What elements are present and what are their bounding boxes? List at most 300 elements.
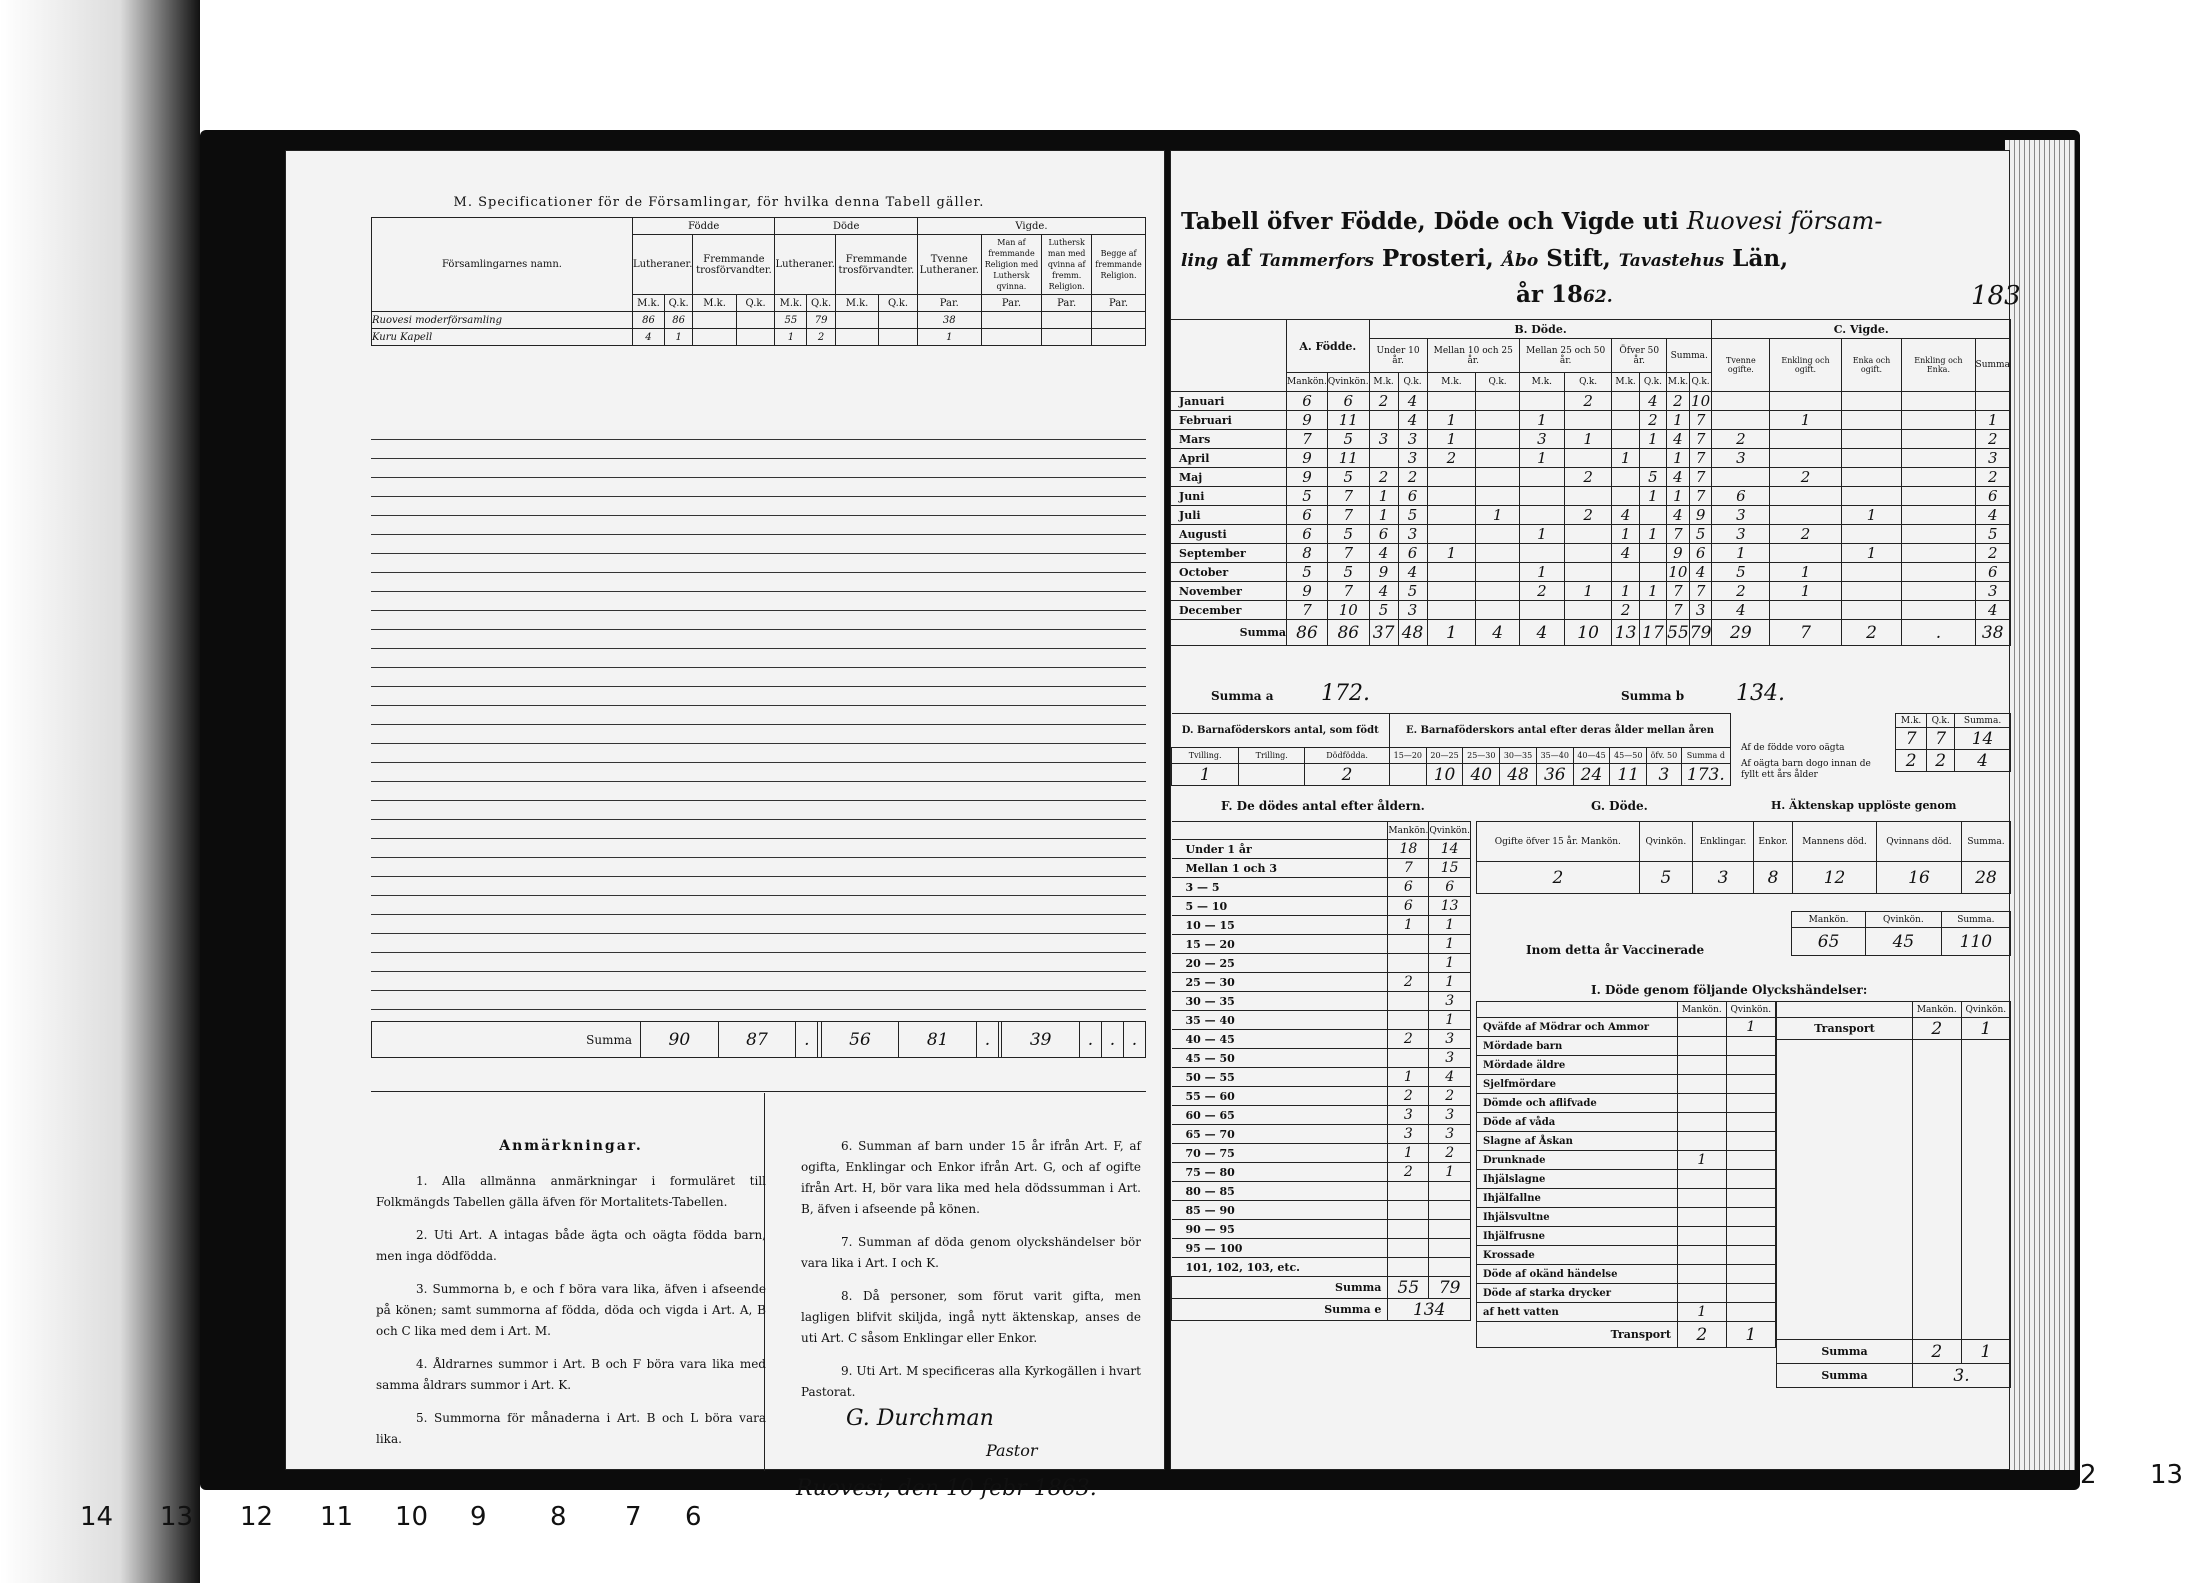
month-name: November	[1171, 582, 1287, 601]
cell	[1427, 601, 1476, 620]
cell: 1	[1612, 525, 1639, 544]
section-de	[1171, 713, 1731, 786]
cell	[1726, 1056, 1775, 1075]
cell: 1	[1841, 544, 1902, 563]
d-header: Dödfödda.	[1305, 748, 1390, 764]
f-h: Mankön.	[1388, 822, 1429, 840]
h-qk: Q.k.	[1398, 373, 1427, 392]
cell: 3	[1398, 449, 1427, 468]
right-title-line2	[1181, 245, 1788, 272]
age-label: 15 — 20	[1172, 935, 1388, 954]
cell	[1770, 487, 1841, 506]
note: 8. Då personer, som förut varit gifta, men lagligen blifvit skiljda, ingå nytt äktenskap, anses de uti Art. C såsom Enklingar eller Enkor.	[801, 1289, 1141, 1345]
cell	[1726, 1094, 1775, 1113]
table-row	[1171, 582, 2011, 601]
f-summa-label: Summa	[1172, 1277, 1388, 1299]
i-summa-q: 1	[1961, 1340, 2010, 1364]
g-h: Enklingar.	[1693, 822, 1754, 862]
e-header: 20—25	[1426, 748, 1463, 764]
table-row	[1477, 1227, 1776, 1246]
cell: 4	[1667, 506, 1690, 525]
table-row	[1477, 1303, 1776, 1322]
table-row	[1171, 392, 2011, 411]
age-label: 35 — 40	[1172, 1011, 1388, 1030]
cell: 87	[718, 1022, 796, 1058]
table-row	[1171, 601, 2011, 620]
cell: 6	[1327, 392, 1369, 411]
page-number: 183	[1971, 281, 2021, 311]
cell: 1	[1612, 449, 1639, 468]
col-mk: M.k.	[633, 295, 665, 312]
col-mk: M.k.	[693, 295, 736, 312]
cell	[1427, 392, 1476, 411]
cell: 7	[1327, 506, 1369, 525]
cell	[736, 312, 775, 329]
cell	[1612, 468, 1639, 487]
year-line	[1516, 281, 1613, 308]
table-row	[1477, 1094, 1776, 1113]
cell: 1	[1429, 935, 1471, 954]
table-row	[1171, 525, 2011, 544]
cell	[1770, 544, 1841, 563]
vacc-h: Summa.	[1941, 912, 2010, 928]
signature-place: Ruovesi, den 10 febr 1863.	[796, 1476, 1097, 1501]
g-v: 2	[1477, 862, 1640, 894]
cell: 5	[1398, 582, 1427, 601]
parish-name: Kuru Kapell	[372, 329, 633, 346]
parish-handwritten-2: ling	[1181, 251, 1219, 271]
cell: 1	[1770, 563, 1841, 582]
cell: 1	[1388, 1144, 1429, 1163]
age-label: 3 — 5	[1172, 878, 1388, 897]
table-row	[1477, 1151, 1776, 1170]
cell	[1639, 563, 1666, 582]
cell	[1902, 449, 1975, 468]
age-label: Under 1 år	[1172, 840, 1388, 859]
heading-enka: Enka och ogift.	[1841, 339, 1902, 392]
vacc-table	[1791, 911, 2011, 956]
cell: 18	[1388, 840, 1429, 859]
cell: 6	[1398, 544, 1427, 563]
cell	[1369, 449, 1398, 468]
month-name: Januari	[1171, 392, 1287, 411]
left-summa-row	[371, 1021, 1146, 1058]
accident-label: Döde af okänd händelse	[1477, 1265, 1678, 1284]
table-row	[1172, 1125, 1471, 1144]
cell: 7	[1689, 449, 1712, 468]
cell: 1	[1667, 411, 1690, 430]
cell	[1476, 392, 1520, 411]
cell: 38	[1975, 620, 2011, 646]
note: 9. Uti Art. M specificeras alla Kyrkogällen i hvart Pastorat.	[801, 1364, 1141, 1399]
g-v: 3	[1693, 862, 1754, 894]
age-label: 20 — 25	[1172, 954, 1388, 973]
age-label: 95 — 100	[1172, 1239, 1388, 1258]
age-label: 5 — 10	[1172, 897, 1388, 916]
cell: 2	[1975, 430, 2011, 449]
cell	[1388, 992, 1429, 1011]
cell: 1	[1612, 582, 1639, 601]
notes-right	[801, 1136, 1141, 1415]
cell: 2	[1388, 1163, 1429, 1182]
cell	[1612, 411, 1639, 430]
notes-left	[376, 1136, 766, 1462]
cell	[1388, 1220, 1429, 1239]
cell: 3	[1519, 430, 1564, 449]
cell	[1726, 1151, 1775, 1170]
h-qk: Q.k.	[1689, 373, 1712, 392]
accident-label: Sjelfmördare	[1477, 1075, 1678, 1094]
accident-label: af hett vatten	[1477, 1303, 1678, 1322]
summa-a-label: Summa a	[1211, 689, 1274, 703]
transport-m: 2	[1678, 1322, 1727, 1348]
heading-qvinkon: Qvinkön.	[1327, 373, 1369, 392]
table-row	[1477, 1284, 1776, 1303]
col-mk: M.k.	[835, 295, 878, 312]
e-value: 173.	[1681, 764, 1730, 786]
stift-handwritten: Åbo	[1501, 251, 1539, 271]
cell: 2	[1612, 601, 1639, 620]
cell	[693, 312, 736, 329]
cell	[1476, 582, 1520, 601]
cell: 55	[775, 312, 807, 329]
cell	[1564, 601, 1612, 620]
e-header: 45—50	[1610, 748, 1647, 764]
transport-label-top: Transport	[1777, 1018, 1913, 1040]
cell	[1678, 1037, 1727, 1056]
cell: 39	[1002, 1022, 1080, 1058]
cell	[1770, 430, 1841, 449]
ruler-mark: 10	[395, 1502, 429, 1532]
vacc-h: Mankön.	[1792, 912, 1866, 928]
cell: 7	[1327, 582, 1369, 601]
notes-title: Anmärkningar.	[499, 1138, 643, 1154]
page-edges	[2005, 140, 2075, 1470]
cell: 8	[1287, 544, 1328, 563]
cell: 15	[1429, 859, 1471, 878]
table-row	[1172, 1239, 1471, 1258]
cell: 7	[1689, 582, 1712, 601]
heading-b: B. Döde.	[1369, 320, 1712, 339]
year-label: år 18	[1516, 281, 1584, 308]
cell: 3	[1398, 525, 1427, 544]
cell	[1427, 468, 1476, 487]
month-name: Februari	[1171, 411, 1287, 430]
cell: 4	[633, 329, 665, 346]
note: 4. Åldrarnes summor i Art. B och F böra vara lika med samma åldrars summor i Art. K.	[376, 1357, 766, 1392]
d-header: Tvilling.	[1172, 748, 1239, 764]
cell: 9	[1689, 506, 1712, 525]
cell: 6	[1689, 544, 1712, 563]
month-name: Augusti	[1171, 525, 1287, 544]
cell: 1	[1476, 506, 1520, 525]
cell	[1519, 468, 1564, 487]
heading-m25: Mellan 25 och 50 år.	[1519, 339, 1612, 373]
transport-top-m: 2	[1913, 1018, 1962, 1040]
ruler-mark: 13	[2150, 1460, 2184, 1490]
cell	[1726, 1132, 1775, 1151]
e-header: 40—45	[1573, 748, 1610, 764]
g-v: 5	[1639, 862, 1692, 894]
e-header: 25—30	[1463, 748, 1500, 764]
cell: 4	[1667, 430, 1690, 449]
cell	[1678, 1094, 1727, 1113]
ruler-mark: 7	[625, 1502, 642, 1532]
cell: 2	[1770, 468, 1841, 487]
cell: 2	[1429, 1087, 1471, 1106]
cell: 7	[1689, 468, 1712, 487]
cell	[1841, 582, 1902, 601]
cell: .	[1123, 1022, 1145, 1058]
cell	[1902, 487, 1975, 506]
cell	[1902, 601, 1975, 620]
table-row	[1172, 859, 1471, 878]
cell: 5	[1639, 468, 1666, 487]
table-row	[1172, 1106, 1471, 1125]
col-qk: Q.k.	[736, 295, 775, 312]
summa-b-label: Summa b	[1621, 689, 1685, 703]
cell: 86	[664, 312, 693, 329]
g-h: Ogifte öfver 15 år. Mankön.	[1477, 822, 1640, 862]
table-row	[1172, 840, 1471, 859]
cell	[835, 329, 878, 346]
cell: 4	[1639, 392, 1666, 411]
cell: 1	[1519, 563, 1564, 582]
heading-m10: Mellan 10 och 25 år.	[1427, 339, 1519, 373]
cell: 5	[1327, 430, 1369, 449]
e-header: 15—20	[1389, 748, 1426, 764]
age-label: 55 — 60	[1172, 1087, 1388, 1106]
oagta-text-1: Af de födde voro oägta	[1741, 743, 1845, 753]
col-qk: Q.k.	[664, 295, 693, 312]
cell: 3	[1398, 601, 1427, 620]
cell: 1	[1667, 449, 1690, 468]
section-i: I. Döde genom följande Olyckshändelser:	[1591, 983, 1868, 997]
cell	[1726, 1037, 1775, 1056]
cell: 2	[1639, 411, 1666, 430]
cell: 2	[1770, 525, 1841, 544]
cell	[1612, 563, 1639, 582]
cell	[1902, 582, 1975, 601]
h-mk: M.k.	[1427, 373, 1476, 392]
month-name: April	[1171, 449, 1287, 468]
cell	[1564, 487, 1612, 506]
cell: 4	[1398, 411, 1427, 430]
h-v: 12	[1793, 862, 1877, 894]
header-dode: Döde	[775, 218, 917, 235]
ruler-mark: 11	[320, 1502, 354, 1532]
year-handwritten: 62.	[1583, 287, 1613, 307]
f-blank	[1172, 822, 1388, 840]
cell	[1726, 1170, 1775, 1189]
age-label: 25 — 30	[1172, 973, 1388, 992]
cell	[1678, 1246, 1727, 1265]
table-row	[1172, 1049, 1471, 1068]
cell: 4	[1712, 601, 1770, 620]
cell	[1678, 1018, 1727, 1037]
cell	[1429, 1220, 1471, 1239]
table-row	[1477, 1056, 1776, 1075]
heading-tvenne: Tvenne ogifte.	[1712, 339, 1770, 392]
empty-ruled-rows	[371, 421, 1146, 1021]
h-v: 28	[1961, 862, 2010, 894]
summa-b-value: 134.	[1736, 681, 1785, 706]
cell: 48	[1398, 620, 1427, 646]
note: 7. Summan af döda genom olyckshändelser bör vara lika i Art. I och K.	[801, 1235, 1141, 1270]
cell: 3	[1975, 449, 2011, 468]
cell	[1678, 1113, 1727, 1132]
cell	[1841, 430, 1902, 449]
accident-label: Slagne af Åskan	[1477, 1132, 1678, 1151]
cell: 2	[1369, 468, 1398, 487]
cell	[1427, 487, 1476, 506]
cell: 81	[899, 1022, 977, 1058]
cell	[1902, 411, 1975, 430]
cell: 55	[1667, 620, 1690, 646]
vacc-v: 110	[1941, 928, 2010, 956]
cell	[1476, 430, 1520, 449]
summa-label: Summa	[1171, 620, 1287, 646]
cell: 4	[1369, 544, 1398, 563]
table-row	[1172, 897, 1471, 916]
cell: 14	[1429, 840, 1471, 859]
cell	[1639, 544, 1666, 563]
age-label: 10 — 15	[1172, 916, 1388, 935]
cell	[1770, 392, 1841, 411]
ruler-mark: 8	[550, 1502, 567, 1532]
cell: 3	[1429, 1049, 1471, 1068]
table-row	[1172, 1087, 1471, 1106]
cell: 2	[1564, 468, 1612, 487]
table-row	[1171, 430, 2011, 449]
cell	[835, 312, 878, 329]
cell: 11	[1327, 449, 1369, 468]
cell: 7	[1689, 411, 1712, 430]
cell	[1612, 392, 1639, 411]
table-row	[1172, 954, 1471, 973]
cell: 1	[1678, 1303, 1727, 1322]
cell	[1476, 449, 1520, 468]
cell: 86	[1327, 620, 1369, 646]
cell: 5	[1327, 525, 1369, 544]
cell	[1726, 1303, 1775, 1322]
cell	[1841, 449, 1902, 468]
cell	[1678, 1208, 1727, 1227]
cell: 3	[1398, 430, 1427, 449]
cell	[1902, 468, 1975, 487]
cell: 3	[1429, 1106, 1471, 1125]
cell: 1	[1429, 1011, 1471, 1030]
i-summa2-value: 3.	[1913, 1364, 2011, 1388]
heading-summa-c: Summa	[1975, 339, 2011, 392]
cell: 1	[1388, 1068, 1429, 1087]
table-row	[1477, 1170, 1776, 1189]
f-summa-m: 55	[1388, 1277, 1429, 1299]
cell: 1	[917, 329, 981, 346]
cell	[1427, 525, 1476, 544]
section-e: E. Barnaföderskors antal efter deras ålder mellan åren	[1389, 714, 1730, 748]
cell	[736, 329, 775, 346]
heading-o50: Öfver 50 år.	[1612, 339, 1667, 373]
table-row	[1477, 1075, 1776, 1094]
cell: 4	[1398, 392, 1427, 411]
age-label: 101, 102, 103, etc.	[1172, 1258, 1388, 1277]
e-value: 11	[1610, 764, 1647, 786]
cell: 1	[1639, 582, 1666, 601]
cell: 1	[1427, 620, 1476, 646]
cell: 1	[1519, 449, 1564, 468]
table-row	[1172, 1144, 1471, 1163]
cell: 10	[1668, 563, 1688, 581]
h-v: 16	[1876, 862, 1961, 894]
cell: 7	[1689, 487, 1712, 506]
age-label: Mellan 1 och 3	[1172, 859, 1388, 878]
d-value: 1	[1172, 764, 1239, 786]
i-empty	[1961, 1040, 2010, 1340]
cell: 1	[1427, 430, 1476, 449]
cell	[1612, 487, 1639, 506]
cell	[1476, 563, 1520, 582]
cell: 1	[1427, 411, 1476, 430]
heading-enklingenka: Enkling och Enka.	[1902, 339, 1975, 392]
cell: 7	[1327, 487, 1369, 506]
cell: 1	[1712, 544, 1770, 563]
cell	[1427, 506, 1476, 525]
cell	[1476, 525, 1520, 544]
cell: 2	[1388, 973, 1429, 992]
i-h: Qvinkön.	[1726, 1002, 1775, 1018]
cell: 2	[1427, 449, 1476, 468]
cell	[1564, 563, 1612, 582]
transport-top-q: 1	[1961, 1018, 2010, 1040]
month-name: Juli	[1171, 506, 1287, 525]
cell	[1388, 1239, 1429, 1258]
h-qk: Q.k.	[1476, 373, 1520, 392]
cell	[1369, 411, 1398, 430]
cell: 4	[1476, 620, 1520, 646]
cell	[1388, 1201, 1429, 1220]
i-blank	[1777, 1002, 1913, 1018]
cell: 3	[1429, 1030, 1471, 1049]
table-row	[1477, 1246, 1776, 1265]
parish-name: Ruovesi moderförsamling	[372, 312, 633, 329]
note: 5. Summorna för månaderna i Art. B och L böra vara lika.	[376, 1411, 766, 1446]
cell: 79	[1689, 620, 1712, 646]
age-label: 80 — 85	[1172, 1182, 1388, 1201]
cell	[1476, 468, 1520, 487]
cell	[1519, 487, 1564, 506]
cell	[1429, 1239, 1471, 1258]
cell: 5	[1975, 525, 2011, 544]
cell: 1	[1429, 954, 1471, 973]
cell: 7	[1667, 525, 1690, 544]
e-header: öfv. 50	[1647, 748, 1682, 764]
cell: 4	[1612, 544, 1639, 563]
cell: 10	[1691, 392, 1711, 410]
h-qk: Q.k.	[1639, 373, 1666, 392]
h-h: Mannens död.	[1793, 822, 1877, 862]
signature-title: Pastor	[986, 1441, 1038, 1460]
cell: 1	[1369, 506, 1398, 525]
g-v: 8	[1754, 862, 1793, 894]
header-luthersk-man: Luthersk man med qvinna af fremm. Religion.	[1042, 235, 1092, 295]
age-label: 90 — 95	[1172, 1220, 1388, 1239]
vacc-v: 45	[1866, 928, 1942, 956]
oagta-table	[1895, 713, 2011, 772]
age-label: 60 — 65	[1172, 1106, 1388, 1125]
cell	[1427, 582, 1476, 601]
accident-rows	[1477, 1018, 1776, 1322]
